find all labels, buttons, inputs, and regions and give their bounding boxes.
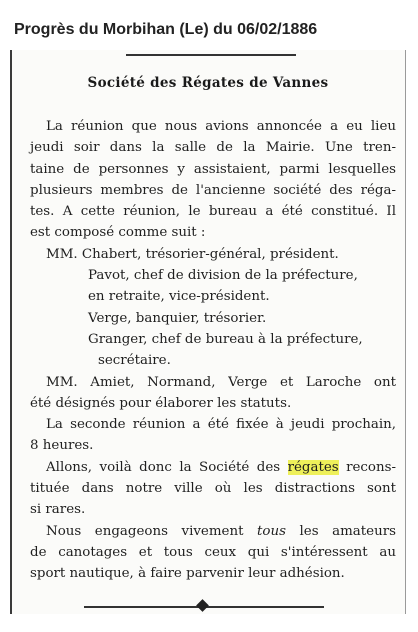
article-line: Pavot, chef de division de la préfecture, [88,268,358,284]
article-line: tes. A cette réunion, le bureau a été constitué. Il [30,204,396,220]
article-body [30,116,396,585]
article-line: 8 heures. [30,438,94,454]
article-line-highlighted: Allons, voilà donc la Société des régates recons- [46,459,396,475]
article-line: Verge, banquier, trésorier. [88,310,267,326]
top-separator-rule [126,54,296,56]
highlighted-word: régates [287,459,339,475]
article-line: secrétaire. [98,353,171,369]
article-line: tituée dans notre ville où les distractions sont [30,481,396,497]
newspaper-clipping [10,50,406,614]
column-rule-right [405,50,406,614]
article-line: MM. Amiet, Normand, Verge et Laroche ont [46,374,396,390]
article-line: taine de personnes y assistaient, parmi lesquelles [30,161,396,177]
article-line: plusieurs membres de l'ancienne société des réga- [30,182,396,198]
article-line: jeudi soir dans la salle de la Mairie. Une tren- [30,140,396,156]
article-line: MM. Chabert, trésorier-général, président. [46,246,339,262]
article-line: de canotages et tous ceux qui s'intéressent au [30,544,396,560]
article-line: est composé comme suit : [30,225,206,241]
emphasized-word: tous [257,523,286,539]
diamond-ornament-icon [196,599,209,612]
article-line: été désignés pour élaborer les statuts. [30,395,292,411]
column-rule-left [10,50,12,614]
article-line: en retraite, vice-président. [88,289,270,305]
article-line: sport nautique, à faire parvenir leur adhésion. [30,566,345,582]
article-line-emphasis: Nous engageons vivement tous les amateurs [46,523,396,539]
article-line: Granger, chef de bureau à la préfecture, [88,331,363,347]
article-line: La seconde réunion a été fixée à jeudi prochain, [46,417,396,433]
page-heading: Progrès du Morbihan (Le) du 06/02/1886 [14,21,318,38]
article-line: si rares. [30,502,86,518]
article-title: Société des Régates de Vannes [87,75,329,91]
article-line: La réunion que nous avions annoncée a eu lieu [46,119,396,134]
